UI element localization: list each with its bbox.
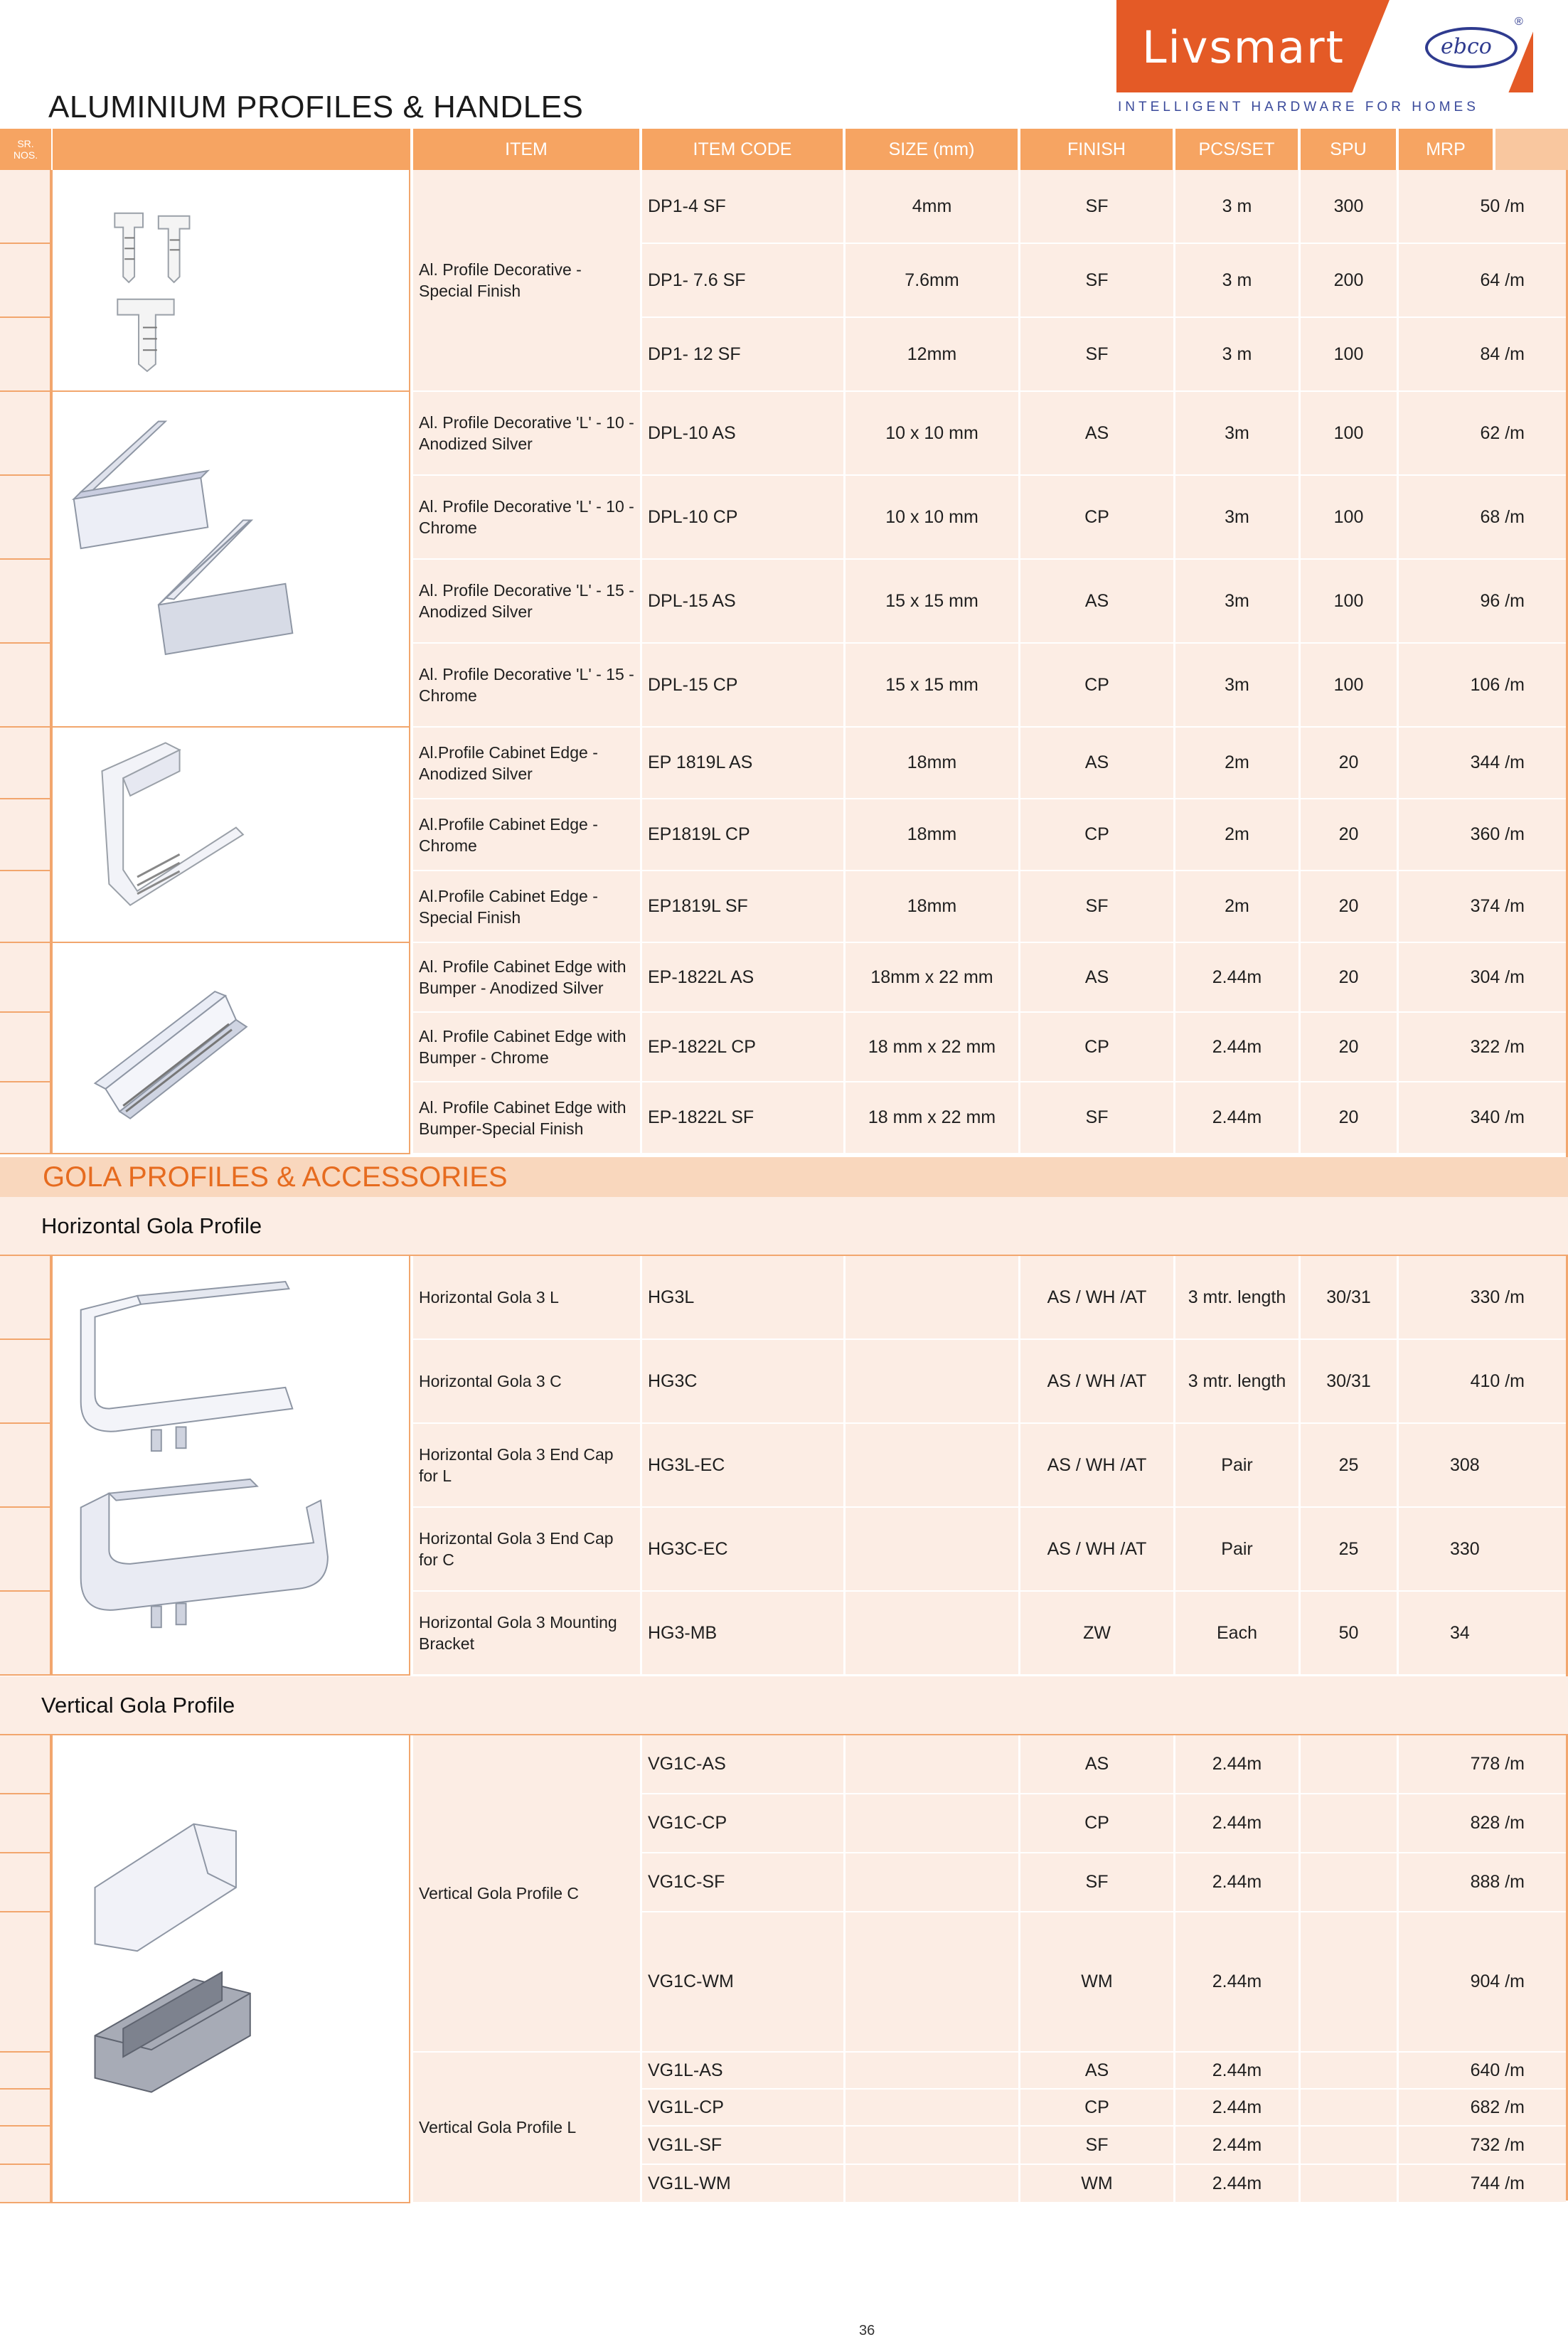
item-size	[846, 2053, 1020, 2090]
vertical-gola-title: Vertical Gola Profile	[0, 1676, 1568, 1735]
item-name: Al. Profile Cabinet Edge with Bumper - Chrome	[413, 1013, 642, 1082]
item-mrp: 322 /m	[1399, 1013, 1568, 1082]
item-spu: 25	[1301, 1424, 1399, 1508]
serial-number-cell	[0, 1013, 51, 1082]
item-pcs: 3 m	[1175, 170, 1301, 244]
item-pcs: 3 m	[1175, 244, 1301, 318]
item-spu: 200	[1301, 244, 1399, 318]
item-pcs: 3m	[1175, 392, 1301, 476]
item-pcs: 3 mtr. length	[1175, 1256, 1301, 1340]
item-size	[846, 2127, 1020, 2165]
item-spu: 20	[1301, 1082, 1399, 1154]
logo-text: Livsmart	[1142, 21, 1345, 73]
col-header-mrp: MRP	[1399, 129, 1493, 170]
item-mrp: 64 /m	[1399, 244, 1568, 318]
item-mrp: 732 /m	[1399, 2127, 1568, 2165]
item-mrp: 340 /m	[1399, 1082, 1568, 1154]
item-size	[846, 1794, 1020, 1853]
item-name: Horizontal Gola 3 L	[413, 1256, 642, 1340]
item-finish: CP	[1020, 1013, 1175, 1082]
item-pcs: 2.44m	[1175, 943, 1301, 1013]
serial-number-cell	[0, 1853, 51, 1912]
item-pcs: 2.44m	[1175, 1853, 1301, 1912]
item-pcs: 2.44m	[1175, 1013, 1301, 1082]
item-mrp: 34	[1399, 1592, 1568, 1676]
item-finish: SF	[1020, 871, 1175, 943]
item-spu	[1301, 2165, 1399, 2203]
horizontal-gola-title: Horizontal Gola Profile	[0, 1197, 1568, 1256]
gola-section-title: GOLA PROFILES & ACCESSORIES	[0, 1157, 1568, 1197]
item-code: EP1819L SF	[642, 871, 846, 943]
item-code: VG1L-CP	[642, 2090, 846, 2127]
serial-number-cell	[0, 318, 51, 392]
item-name: Al.Profile Cabinet Edge - Anodized Silver	[413, 728, 642, 799]
item-code: EP1819L CP	[642, 799, 846, 871]
serial-number-cell	[0, 170, 51, 244]
item-spu: 300	[1301, 170, 1399, 244]
item-finish: CP	[1020, 2090, 1175, 2127]
item-name: Vertical Gola Profile L	[413, 2053, 642, 2203]
item-size: 12mm	[846, 318, 1020, 392]
item-size	[846, 1735, 1020, 1794]
item-mrp: 374 /m	[1399, 871, 1568, 943]
item-pcs: Pair	[1175, 1424, 1301, 1508]
item-pcs: 2.44m	[1175, 1082, 1301, 1154]
item-finish: SF	[1020, 170, 1175, 244]
item-code: DP1- 12 SF	[642, 318, 846, 392]
col-header-extra	[1495, 129, 1568, 170]
item-finish: SF	[1020, 1082, 1175, 1154]
item-spu: 100	[1301, 560, 1399, 644]
item-spu: 20	[1301, 728, 1399, 799]
item-spu	[1301, 1794, 1399, 1853]
item-mrp: 410 /m	[1399, 1340, 1568, 1424]
col-header-image	[53, 129, 410, 170]
item-code: VG1C-WM	[642, 1912, 846, 2053]
item-size	[846, 1424, 1020, 1508]
item-size: 18mm	[846, 871, 1020, 943]
item-code: VG1C-AS	[642, 1735, 846, 1794]
serial-number-cell	[0, 799, 51, 871]
item-finish: AS / WH /AT	[1020, 1424, 1175, 1508]
item-size: 4mm	[846, 170, 1020, 244]
col-header-pcs: PCS/SET	[1175, 129, 1298, 170]
item-size: 10 x 10 mm	[846, 476, 1020, 560]
item-finish: SF	[1020, 1853, 1175, 1912]
item-spu	[1301, 1735, 1399, 1794]
t-profile-icon	[51, 170, 410, 392]
item-finish: AS / WH /AT	[1020, 1340, 1175, 1424]
item-mrp: 62 /m	[1399, 392, 1568, 476]
item-mrp: 308	[1399, 1424, 1568, 1508]
item-code: VG1L-WM	[642, 2165, 846, 2203]
serial-number-cell	[0, 2090, 51, 2127]
item-spu: 30/31	[1301, 1340, 1399, 1424]
ebco-logo: ebco	[1425, 20, 1525, 77]
item-finish: AS	[1020, 392, 1175, 476]
item-size: 15 x 15 mm	[846, 644, 1020, 728]
item-spu: 20	[1301, 871, 1399, 943]
item-finish: CP	[1020, 644, 1175, 728]
item-code: HG3-MB	[642, 1592, 846, 1676]
serial-number-cell	[0, 871, 51, 943]
item-pcs: 3 m	[1175, 318, 1301, 392]
item-name: Horizontal Gola 3 Mounting Bracket	[413, 1592, 642, 1676]
tagline: INTELLIGENT HARDWARE FOR HOMES	[1118, 100, 1479, 115]
bumper-edge-profile-icon	[51, 943, 410, 1154]
item-finish: CP	[1020, 476, 1175, 560]
item-name: Al. Profile Cabinet Edge with Bumper-Special Finish	[413, 1082, 642, 1154]
item-size	[846, 2090, 1020, 2127]
item-pcs: 2m	[1175, 799, 1301, 871]
item-finish: WM	[1020, 2165, 1175, 2203]
item-code: HG3C-EC	[642, 1508, 846, 1592]
item-finish: WM	[1020, 1912, 1175, 2053]
item-size: 15 x 15 mm	[846, 560, 1020, 644]
item-code: EP-1822L SF	[642, 1082, 846, 1154]
item-pcs: Each	[1175, 1592, 1301, 1676]
item-spu: 20	[1301, 943, 1399, 1013]
item-code: DPL-10 AS	[642, 392, 846, 476]
item-finish: AS	[1020, 728, 1175, 799]
item-code: EP-1822L CP	[642, 1013, 846, 1082]
item-finish: AS / WH /AT	[1020, 1508, 1175, 1592]
item-code: VG1L-AS	[642, 2053, 846, 2090]
item-code: DPL-10 CP	[642, 476, 846, 560]
item-size: 10 x 10 mm	[846, 392, 1020, 476]
item-name: Al.Profile Cabinet Edge - Special Finish	[413, 871, 642, 943]
page-title: ALUMINIUM PROFILES & HANDLES	[48, 90, 584, 124]
item-code: HG3L-EC	[642, 1424, 846, 1508]
item-pcs: 2.44m	[1175, 1912, 1301, 2053]
item-size	[846, 1508, 1020, 1592]
item-code: HG3L	[642, 1256, 846, 1340]
item-mrp: 360 /m	[1399, 799, 1568, 871]
serial-number-cell	[0, 644, 51, 728]
item-pcs: 2.44m	[1175, 2053, 1301, 2090]
item-spu	[1301, 1912, 1399, 2053]
item-mrp: 68 /m	[1399, 476, 1568, 560]
item-size	[846, 1256, 1020, 1340]
item-size	[846, 1340, 1020, 1424]
serial-number-cell	[0, 1794, 51, 1853]
vertical-gola-icon	[51, 1735, 410, 2203]
serial-number-cell	[0, 1912, 51, 2053]
item-pcs: 2.44m	[1175, 2127, 1301, 2165]
serial-number-cell	[0, 2053, 51, 2090]
serial-number-cell	[0, 244, 51, 318]
item-mrp: 344 /m	[1399, 728, 1568, 799]
registered-mark: ®	[1515, 16, 1523, 28]
item-finish: SF	[1020, 2127, 1175, 2165]
item-name: Horizontal Gola 3 End Cap for L	[413, 1424, 642, 1508]
item-name: Al.Profile Cabinet Edge - Chrome	[413, 799, 642, 871]
item-name: Al. Profile Decorative 'L' - 15 - Chrome	[413, 644, 642, 728]
serial-number-cell	[0, 1592, 51, 1676]
item-pcs: 3 mtr. length	[1175, 1340, 1301, 1424]
item-size: 18 mm x 22 mm	[846, 1013, 1020, 1082]
item-name: Al. Profile Decorative - Special Finish	[413, 170, 642, 392]
item-name: Al. Profile Decorative 'L' - 15 - Anodized Silver	[413, 560, 642, 644]
item-finish: SF	[1020, 244, 1175, 318]
l-profile-icon	[51, 392, 410, 728]
item-pcs: 2.44m	[1175, 2090, 1301, 2127]
item-size	[846, 2165, 1020, 2203]
col-header-size: SIZE (mm)	[846, 129, 1018, 170]
item-finish: AS	[1020, 1735, 1175, 1794]
item-spu	[1301, 2090, 1399, 2127]
col-header-item: ITEM	[413, 129, 639, 170]
item-name: Vertical Gola Profile C	[413, 1735, 642, 2053]
serial-number-cell	[0, 560, 51, 644]
item-mrp: 828 /m	[1399, 1794, 1568, 1853]
item-mrp: 682 /m	[1399, 2090, 1568, 2127]
item-mrp: 304 /m	[1399, 943, 1568, 1013]
item-size: 18 mm x 22 mm	[846, 1082, 1020, 1154]
item-spu: 25	[1301, 1508, 1399, 1592]
serial-number-cell	[0, 943, 51, 1013]
horizontal-gola-icon	[51, 1256, 410, 1676]
item-spu: 100	[1301, 644, 1399, 728]
item-code: DPL-15 AS	[642, 560, 846, 644]
item-code: HG3C	[642, 1340, 846, 1424]
item-mrp: 330 /m	[1399, 1256, 1568, 1340]
item-size	[846, 1592, 1020, 1676]
item-size	[846, 1853, 1020, 1912]
item-size: 18mm x 22 mm	[846, 943, 1020, 1013]
item-code: EP-1822L AS	[642, 943, 846, 1013]
serial-number-cell	[0, 392, 51, 476]
item-pcs: 2.44m	[1175, 1735, 1301, 1794]
item-name: Horizontal Gola 3 End Cap for C	[413, 1508, 642, 1592]
item-code: VG1L-SF	[642, 2127, 846, 2165]
livsmart-logo	[1116, 0, 1533, 92]
item-pcs: 2m	[1175, 728, 1301, 799]
item-mrp: 106 /m	[1399, 644, 1568, 728]
item-code: EP 1819L AS	[642, 728, 846, 799]
item-finish: CP	[1020, 799, 1175, 871]
serial-number-cell	[0, 1256, 51, 1340]
item-pcs: Pair	[1175, 1508, 1301, 1592]
col-header-sr: SR. NOS.	[0, 129, 51, 170]
col-header-spu: SPU	[1301, 129, 1396, 170]
item-finish: AS	[1020, 560, 1175, 644]
item-code: DP1- 7.6 SF	[642, 244, 846, 318]
item-code: VG1C-SF	[642, 1853, 846, 1912]
col-header-code: ITEM CODE	[642, 129, 843, 170]
item-size: 18mm	[846, 799, 1020, 871]
item-pcs: 2m	[1175, 871, 1301, 943]
page-number: 36	[859, 2323, 875, 2338]
item-spu: 100	[1301, 476, 1399, 560]
item-size: 18mm	[846, 728, 1020, 799]
item-spu	[1301, 2053, 1399, 2090]
item-pcs: 3m	[1175, 476, 1301, 560]
item-code: DP1-4 SF	[642, 170, 846, 244]
item-mrp: 96 /m	[1399, 560, 1568, 644]
item-spu: 20	[1301, 1013, 1399, 1082]
item-name: Al. Profile Decorative 'L' - 10 - Chrome	[413, 476, 642, 560]
item-mrp: 330	[1399, 1508, 1568, 1592]
serial-number-cell	[0, 2127, 51, 2165]
col-header-finish: FINISH	[1020, 129, 1173, 170]
item-pcs: 3m	[1175, 560, 1301, 644]
item-size: 7.6mm	[846, 244, 1020, 318]
item-mrp: 778 /m	[1399, 1735, 1568, 1794]
item-pcs: 2.44m	[1175, 2165, 1301, 2203]
item-spu: 100	[1301, 318, 1399, 392]
item-mrp: 84 /m	[1399, 318, 1568, 392]
item-finish: ZW	[1020, 1592, 1175, 1676]
item-code: VG1C-CP	[642, 1794, 846, 1853]
serial-number-cell	[0, 728, 51, 799]
item-finish: AS	[1020, 2053, 1175, 2090]
item-spu: 20	[1301, 799, 1399, 871]
item-mrp: 888 /m	[1399, 1853, 1568, 1912]
item-spu	[1301, 2127, 1399, 2165]
serial-number-cell	[0, 2165, 51, 2203]
item-name: Horizontal Gola 3 C	[413, 1340, 642, 1424]
serial-number-cell	[0, 1735, 51, 1794]
item-spu: 30/31	[1301, 1256, 1399, 1340]
item-size	[846, 1912, 1020, 2053]
cabinet-edge-profile-icon	[51, 728, 410, 943]
item-mrp: 904 /m	[1399, 1912, 1568, 2053]
item-finish: AS	[1020, 943, 1175, 1013]
item-spu	[1301, 1853, 1399, 1912]
item-finish: AS / WH /AT	[1020, 1256, 1175, 1340]
item-finish: SF	[1020, 318, 1175, 392]
item-pcs: 3m	[1175, 644, 1301, 728]
serial-number-cell	[0, 1340, 51, 1424]
item-spu: 100	[1301, 392, 1399, 476]
serial-number-cell	[0, 1082, 51, 1154]
item-mrp: 50 /m	[1399, 170, 1568, 244]
item-spu: 50	[1301, 1592, 1399, 1676]
item-pcs: 2.44m	[1175, 1794, 1301, 1853]
item-finish: CP	[1020, 1794, 1175, 1853]
item-code: DPL-15 CP	[642, 644, 846, 728]
serial-number-cell	[0, 1424, 51, 1508]
serial-number-cell	[0, 476, 51, 560]
item-mrp: 744 /m	[1399, 2165, 1568, 2203]
serial-number-cell	[0, 1508, 51, 1592]
item-name: Al. Profile Decorative 'L' - 10 - Anodized Silver	[413, 392, 642, 476]
item-mrp: 640 /m	[1399, 2053, 1568, 2090]
item-name: Al. Profile Cabinet Edge with Bumper - Anodized Silver	[413, 943, 642, 1013]
